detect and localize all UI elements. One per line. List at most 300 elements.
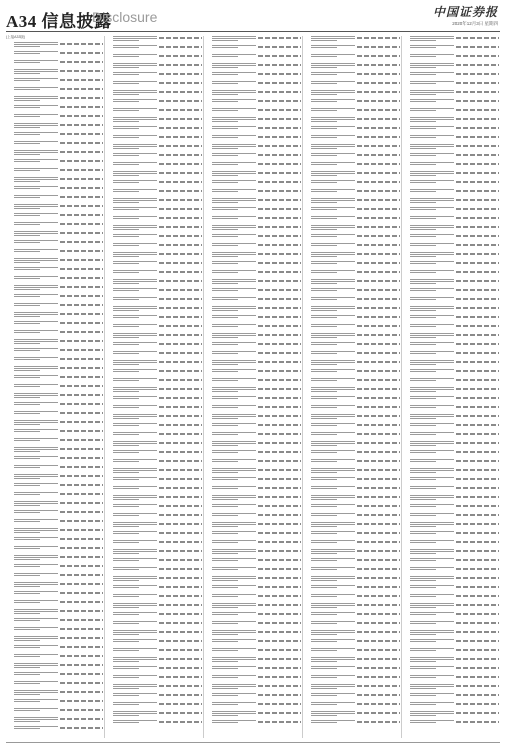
- row-figures-placeholder: [258, 271, 301, 273]
- table-row: [105, 295, 203, 304]
- table-row: [303, 232, 401, 241]
- row-text-placeholder: [410, 278, 454, 285]
- row-text-placeholder: [410, 719, 454, 726]
- table-row: [303, 718, 401, 727]
- row-text-placeholder: [113, 188, 157, 195]
- row-figures-placeholder: [456, 694, 499, 696]
- table-row: [204, 205, 302, 214]
- row-text-placeholder: [113, 431, 157, 438]
- table-row: [402, 682, 500, 691]
- table-row: [402, 259, 500, 268]
- row-figures-placeholder: [60, 691, 103, 693]
- row-figures-placeholder: [456, 388, 499, 390]
- table-row: [204, 448, 302, 457]
- row-figures-placeholder: [258, 163, 301, 165]
- row-figures-placeholder: [456, 280, 499, 282]
- row-text-placeholder: [113, 287, 157, 294]
- row-figures-placeholder: [258, 307, 301, 309]
- table-row: [303, 529, 401, 538]
- row-figures-placeholder: [159, 397, 202, 399]
- row-figures-placeholder: [60, 79, 103, 81]
- table-row: [6, 220, 104, 229]
- table-row: [204, 79, 302, 88]
- row-text-placeholder: [311, 80, 355, 87]
- table-row: [204, 70, 302, 79]
- table-row: [303, 187, 401, 196]
- row-figures-placeholder: [357, 622, 400, 624]
- row-figures-placeholder: [60, 655, 103, 657]
- row-figures-placeholder: [159, 343, 202, 345]
- table-row: [204, 538, 302, 547]
- row-text-placeholder: [14, 194, 58, 201]
- row-text-placeholder: [113, 314, 157, 321]
- row-text-placeholder: [14, 383, 58, 390]
- table-row: [6, 409, 104, 418]
- table-row: [6, 202, 104, 211]
- row-text-placeholder: [410, 269, 454, 276]
- table-row: [105, 223, 203, 232]
- row-text-placeholder: [212, 350, 256, 357]
- row-figures-placeholder: [258, 478, 301, 480]
- table-row: [6, 364, 104, 373]
- row-figures-placeholder: [159, 550, 202, 552]
- table-row: [204, 394, 302, 403]
- table-row: [303, 385, 401, 394]
- row-figures-placeholder: [258, 631, 301, 633]
- table-row: [204, 529, 302, 538]
- row-figures-placeholder: [258, 640, 301, 642]
- row-text-placeholder: [212, 98, 256, 105]
- row-text-placeholder: [410, 107, 454, 114]
- row-figures-placeholder: [60, 583, 103, 585]
- table-row: [105, 520, 203, 529]
- table-row: [303, 403, 401, 412]
- table-row: [303, 214, 401, 223]
- table-row: [6, 346, 104, 355]
- row-text-placeholder: [311, 35, 355, 42]
- table-row: [204, 187, 302, 196]
- row-figures-placeholder: [60, 97, 103, 99]
- row-text-placeholder: [212, 71, 256, 78]
- table-row: [402, 322, 500, 331]
- row-text-placeholder: [14, 644, 58, 651]
- table-row: [105, 340, 203, 349]
- row-text-placeholder: [410, 530, 454, 537]
- table-row: [402, 52, 500, 61]
- row-text-placeholder: [410, 350, 454, 357]
- row-text-placeholder: [311, 53, 355, 60]
- row-figures-placeholder: [357, 496, 400, 498]
- table-row: [204, 709, 302, 718]
- row-text-placeholder: [410, 494, 454, 501]
- row-text-placeholder: [113, 530, 157, 537]
- row-text-placeholder: [410, 314, 454, 321]
- row-text-placeholder: [311, 206, 355, 213]
- row-figures-placeholder: [60, 286, 103, 288]
- row-figures-placeholder: [60, 43, 103, 45]
- table-row: [303, 412, 401, 421]
- row-text-placeholder: [14, 50, 58, 57]
- row-figures-placeholder: [60, 142, 103, 144]
- table-row: [402, 520, 500, 529]
- row-figures-placeholder: [456, 73, 499, 75]
- row-text-placeholder: [311, 584, 355, 591]
- table-row: [105, 268, 203, 277]
- row-text-placeholder: [410, 251, 454, 258]
- table-row: [303, 421, 401, 430]
- row-figures-placeholder: [456, 685, 499, 687]
- table-row: [204, 475, 302, 484]
- row-figures-placeholder: [60, 376, 103, 378]
- row-figures-placeholder: [258, 334, 301, 336]
- row-figures-placeholder: [456, 154, 499, 156]
- table-row: [204, 61, 302, 70]
- row-figures-placeholder: [60, 124, 103, 126]
- row-figures-placeholder: [258, 46, 301, 48]
- row-figures-placeholder: [456, 586, 499, 588]
- row-figures-placeholder: [159, 631, 202, 633]
- table-row: [402, 349, 500, 358]
- row-figures-placeholder: [258, 496, 301, 498]
- row-text-placeholder: [113, 683, 157, 690]
- row-figures-placeholder: [60, 232, 103, 234]
- row-text-placeholder: [311, 467, 355, 474]
- row-figures-placeholder: [357, 676, 400, 678]
- table-row: [6, 580, 104, 589]
- row-text-placeholder: [14, 563, 58, 570]
- row-text-placeholder: [212, 161, 256, 168]
- row-figures-placeholder: [456, 145, 499, 147]
- row-text-placeholder: [311, 296, 355, 303]
- row-text-placeholder: [410, 557, 454, 564]
- row-text-placeholder: [113, 449, 157, 456]
- row-figures-placeholder: [258, 568, 301, 570]
- row-figures-placeholder: [60, 457, 103, 459]
- row-figures-placeholder: [258, 622, 301, 624]
- table-row: [6, 130, 104, 139]
- row-figures-placeholder: [159, 307, 202, 309]
- row-figures-placeholder: [60, 421, 103, 423]
- table-row: [6, 625, 104, 634]
- row-figures-placeholder: [357, 307, 400, 309]
- row-text-placeholder: [410, 602, 454, 609]
- table-row: [303, 178, 401, 187]
- row-figures-placeholder: [357, 667, 400, 669]
- row-text-placeholder: [14, 275, 58, 282]
- table-row: [105, 592, 203, 601]
- row-text-placeholder: [410, 359, 454, 366]
- row-figures-placeholder: [357, 37, 400, 39]
- row-figures-placeholder: [159, 469, 202, 471]
- row-text-placeholder: [212, 647, 256, 654]
- table-row: [303, 250, 401, 259]
- table-row: [6, 166, 104, 175]
- table-row: [402, 277, 500, 286]
- row-text-placeholder: [14, 59, 58, 66]
- table-row: [204, 673, 302, 682]
- table-row: [6, 544, 104, 553]
- row-figures-placeholder: [258, 262, 301, 264]
- row-text-placeholder: [410, 485, 454, 492]
- header-rule: [6, 31, 500, 32]
- row-text-placeholder: [410, 611, 454, 618]
- row-text-placeholder: [14, 221, 58, 228]
- table-row: [204, 196, 302, 205]
- row-text-placeholder: [410, 629, 454, 636]
- row-text-placeholder: [311, 404, 355, 411]
- table-row: [303, 439, 401, 448]
- row-figures-placeholder: [456, 370, 499, 372]
- row-text-placeholder: [14, 446, 58, 453]
- row-text-placeholder: [311, 530, 355, 537]
- table-row: [303, 565, 401, 574]
- table-row: [204, 367, 302, 376]
- row-text-placeholder: [113, 260, 157, 267]
- row-figures-placeholder: [60, 367, 103, 369]
- row-figures-placeholder: [159, 487, 202, 489]
- row-figures-placeholder: [258, 361, 301, 363]
- row-figures-placeholder: [60, 196, 103, 198]
- row-text-placeholder: [14, 140, 58, 147]
- table-row: [303, 709, 401, 718]
- table-row: [204, 349, 302, 358]
- row-text-placeholder: [113, 233, 157, 240]
- table-row: [204, 601, 302, 610]
- table-row: [402, 646, 500, 655]
- table-row: [105, 241, 203, 250]
- row-text-placeholder: [311, 638, 355, 645]
- row-figures-placeholder: [60, 466, 103, 468]
- table-row: [204, 502, 302, 511]
- row-figures-placeholder: [456, 100, 499, 102]
- row-figures-placeholder: [159, 298, 202, 300]
- table-row: [204, 34, 302, 43]
- table-row: [105, 277, 203, 286]
- table-row: [204, 232, 302, 241]
- table-row: [204, 403, 302, 412]
- row-text-placeholder: [311, 143, 355, 150]
- table-row: [303, 484, 401, 493]
- table-row: [105, 97, 203, 106]
- table-row: [6, 589, 104, 598]
- row-figures-placeholder: [60, 646, 103, 648]
- row-figures-placeholder: [60, 313, 103, 315]
- table-row: [204, 430, 302, 439]
- table-row: [402, 601, 500, 610]
- table-row: [204, 628, 302, 637]
- table-row: [303, 655, 401, 664]
- row-text-placeholder: [311, 719, 355, 726]
- table-row: [303, 691, 401, 700]
- row-text-placeholder: [212, 674, 256, 681]
- row-text-placeholder: [113, 647, 157, 654]
- table-row: [6, 562, 104, 571]
- row-figures-placeholder: [357, 253, 400, 255]
- table-row: [6, 121, 104, 130]
- row-text-placeholder: [14, 149, 58, 156]
- table-row: [204, 115, 302, 124]
- row-figures-placeholder: [456, 217, 499, 219]
- row-text-placeholder: [212, 359, 256, 366]
- row-figures-placeholder: [357, 334, 400, 336]
- row-text-placeholder: [410, 287, 454, 294]
- table-row: [6, 229, 104, 238]
- table-row: [6, 688, 104, 697]
- row-text-placeholder: [212, 368, 256, 375]
- table-row: [105, 367, 203, 376]
- row-text-placeholder: [311, 683, 355, 690]
- row-text-placeholder: [410, 710, 454, 717]
- row-text-placeholder: [212, 503, 256, 510]
- table-row: [204, 421, 302, 430]
- table-row: [402, 592, 500, 601]
- row-text-placeholder: [14, 68, 58, 75]
- row-figures-placeholder: [456, 316, 499, 318]
- row-text-placeholder: [14, 401, 58, 408]
- row-text-placeholder: [212, 80, 256, 87]
- row-text-placeholder: [212, 575, 256, 582]
- table-row: [402, 493, 500, 502]
- row-text-placeholder: [410, 296, 454, 303]
- row-text-placeholder: [311, 656, 355, 663]
- row-text-placeholder: [113, 206, 157, 213]
- row-text-placeholder: [14, 365, 58, 372]
- row-figures-placeholder: [159, 379, 202, 381]
- table-row: [303, 304, 401, 313]
- row-text-placeholder: [113, 332, 157, 339]
- table-row: [6, 697, 104, 706]
- row-text-placeholder: [311, 368, 355, 375]
- table-row: [6, 211, 104, 220]
- table-row: [105, 538, 203, 547]
- row-figures-placeholder: [357, 478, 400, 480]
- table-row: [402, 331, 500, 340]
- row-text-placeholder: [113, 512, 157, 519]
- table-row: [402, 430, 500, 439]
- row-text-placeholder: [410, 305, 454, 312]
- row-text-placeholder: [410, 512, 454, 519]
- row-figures-placeholder: [60, 403, 103, 405]
- row-text-placeholder: [14, 599, 58, 606]
- table-row: [204, 493, 302, 502]
- row-text-placeholder: [113, 557, 157, 564]
- row-figures-placeholder: [456, 424, 499, 426]
- row-figures-placeholder: [159, 703, 202, 705]
- row-figures-placeholder: [159, 451, 202, 453]
- row-text-placeholder: [311, 413, 355, 420]
- table-row: [6, 382, 104, 391]
- row-text-placeholder: [311, 224, 355, 231]
- row-figures-placeholder: [159, 253, 202, 255]
- row-text-placeholder: [311, 251, 355, 258]
- row-figures-placeholder: [159, 82, 202, 84]
- row-text-placeholder: [311, 521, 355, 528]
- row-text-placeholder: [113, 611, 157, 618]
- table-row: [105, 403, 203, 412]
- table-row: [6, 139, 104, 148]
- row-figures-placeholder: [456, 334, 499, 336]
- row-figures-placeholder: [456, 595, 499, 597]
- row-figures-placeholder: [159, 280, 202, 282]
- table-row: [105, 79, 203, 88]
- row-figures-placeholder: [456, 523, 499, 525]
- row-text-placeholder: [410, 323, 454, 330]
- table-row: [105, 682, 203, 691]
- table-row: [105, 394, 203, 403]
- row-text-placeholder: [311, 359, 355, 366]
- row-figures-placeholder: [60, 718, 103, 720]
- row-figures-placeholder: [258, 586, 301, 588]
- row-figures-placeholder: [159, 388, 202, 390]
- row-figures-placeholder: [357, 487, 400, 489]
- row-text-placeholder: [410, 503, 454, 510]
- table-row: [303, 592, 401, 601]
- table-row: [105, 493, 203, 502]
- row-figures-placeholder: [456, 397, 499, 399]
- table-row: [402, 376, 500, 385]
- masthead: [0, 0, 506, 32]
- table-row: [105, 646, 203, 655]
- row-figures-placeholder: [357, 586, 400, 588]
- row-figures-placeholder: [357, 559, 400, 561]
- table-row: [402, 466, 500, 475]
- table-row: [6, 454, 104, 463]
- row-figures-placeholder: [159, 55, 202, 57]
- table-row: [105, 259, 203, 268]
- row-text-placeholder: [410, 683, 454, 690]
- column-divider: [104, 36, 105, 738]
- row-text-placeholder: [113, 620, 157, 627]
- row-text-placeholder: [311, 323, 355, 330]
- row-figures-placeholder: [159, 73, 202, 75]
- row-figures-placeholder: [258, 154, 301, 156]
- row-figures-placeholder: [60, 574, 103, 576]
- row-text-placeholder: [410, 575, 454, 582]
- table-row: [105, 61, 203, 70]
- row-figures-placeholder: [456, 667, 499, 669]
- table-row: [204, 700, 302, 709]
- row-figures-placeholder: [357, 199, 400, 201]
- row-figures-placeholder: [258, 244, 301, 246]
- row-figures-placeholder: [258, 613, 301, 615]
- table-row: [6, 193, 104, 202]
- table-row: [402, 160, 500, 169]
- table-row: [303, 160, 401, 169]
- row-text-placeholder: [311, 494, 355, 501]
- row-text-placeholder: [311, 629, 355, 636]
- row-text-placeholder: [212, 701, 256, 708]
- row-figures-placeholder: [357, 190, 400, 192]
- row-text-placeholder: [113, 368, 157, 375]
- table-row: [105, 313, 203, 322]
- row-text-placeholder: [113, 674, 157, 681]
- table-row: [6, 328, 104, 337]
- row-text-placeholder: [212, 341, 256, 348]
- table-row: [6, 247, 104, 256]
- row-figures-placeholder: [456, 136, 499, 138]
- row-figures-placeholder: [159, 271, 202, 273]
- table-row: [105, 628, 203, 637]
- row-figures-placeholder: [456, 496, 499, 498]
- row-text-placeholder: [14, 41, 58, 48]
- row-figures-placeholder: [159, 172, 202, 174]
- row-text-placeholder: [113, 80, 157, 87]
- row-figures-placeholder: [60, 187, 103, 189]
- page-number: A34: [6, 12, 37, 31]
- row-text-placeholder: [311, 179, 355, 186]
- table-row: [105, 655, 203, 664]
- table-row: [105, 43, 203, 52]
